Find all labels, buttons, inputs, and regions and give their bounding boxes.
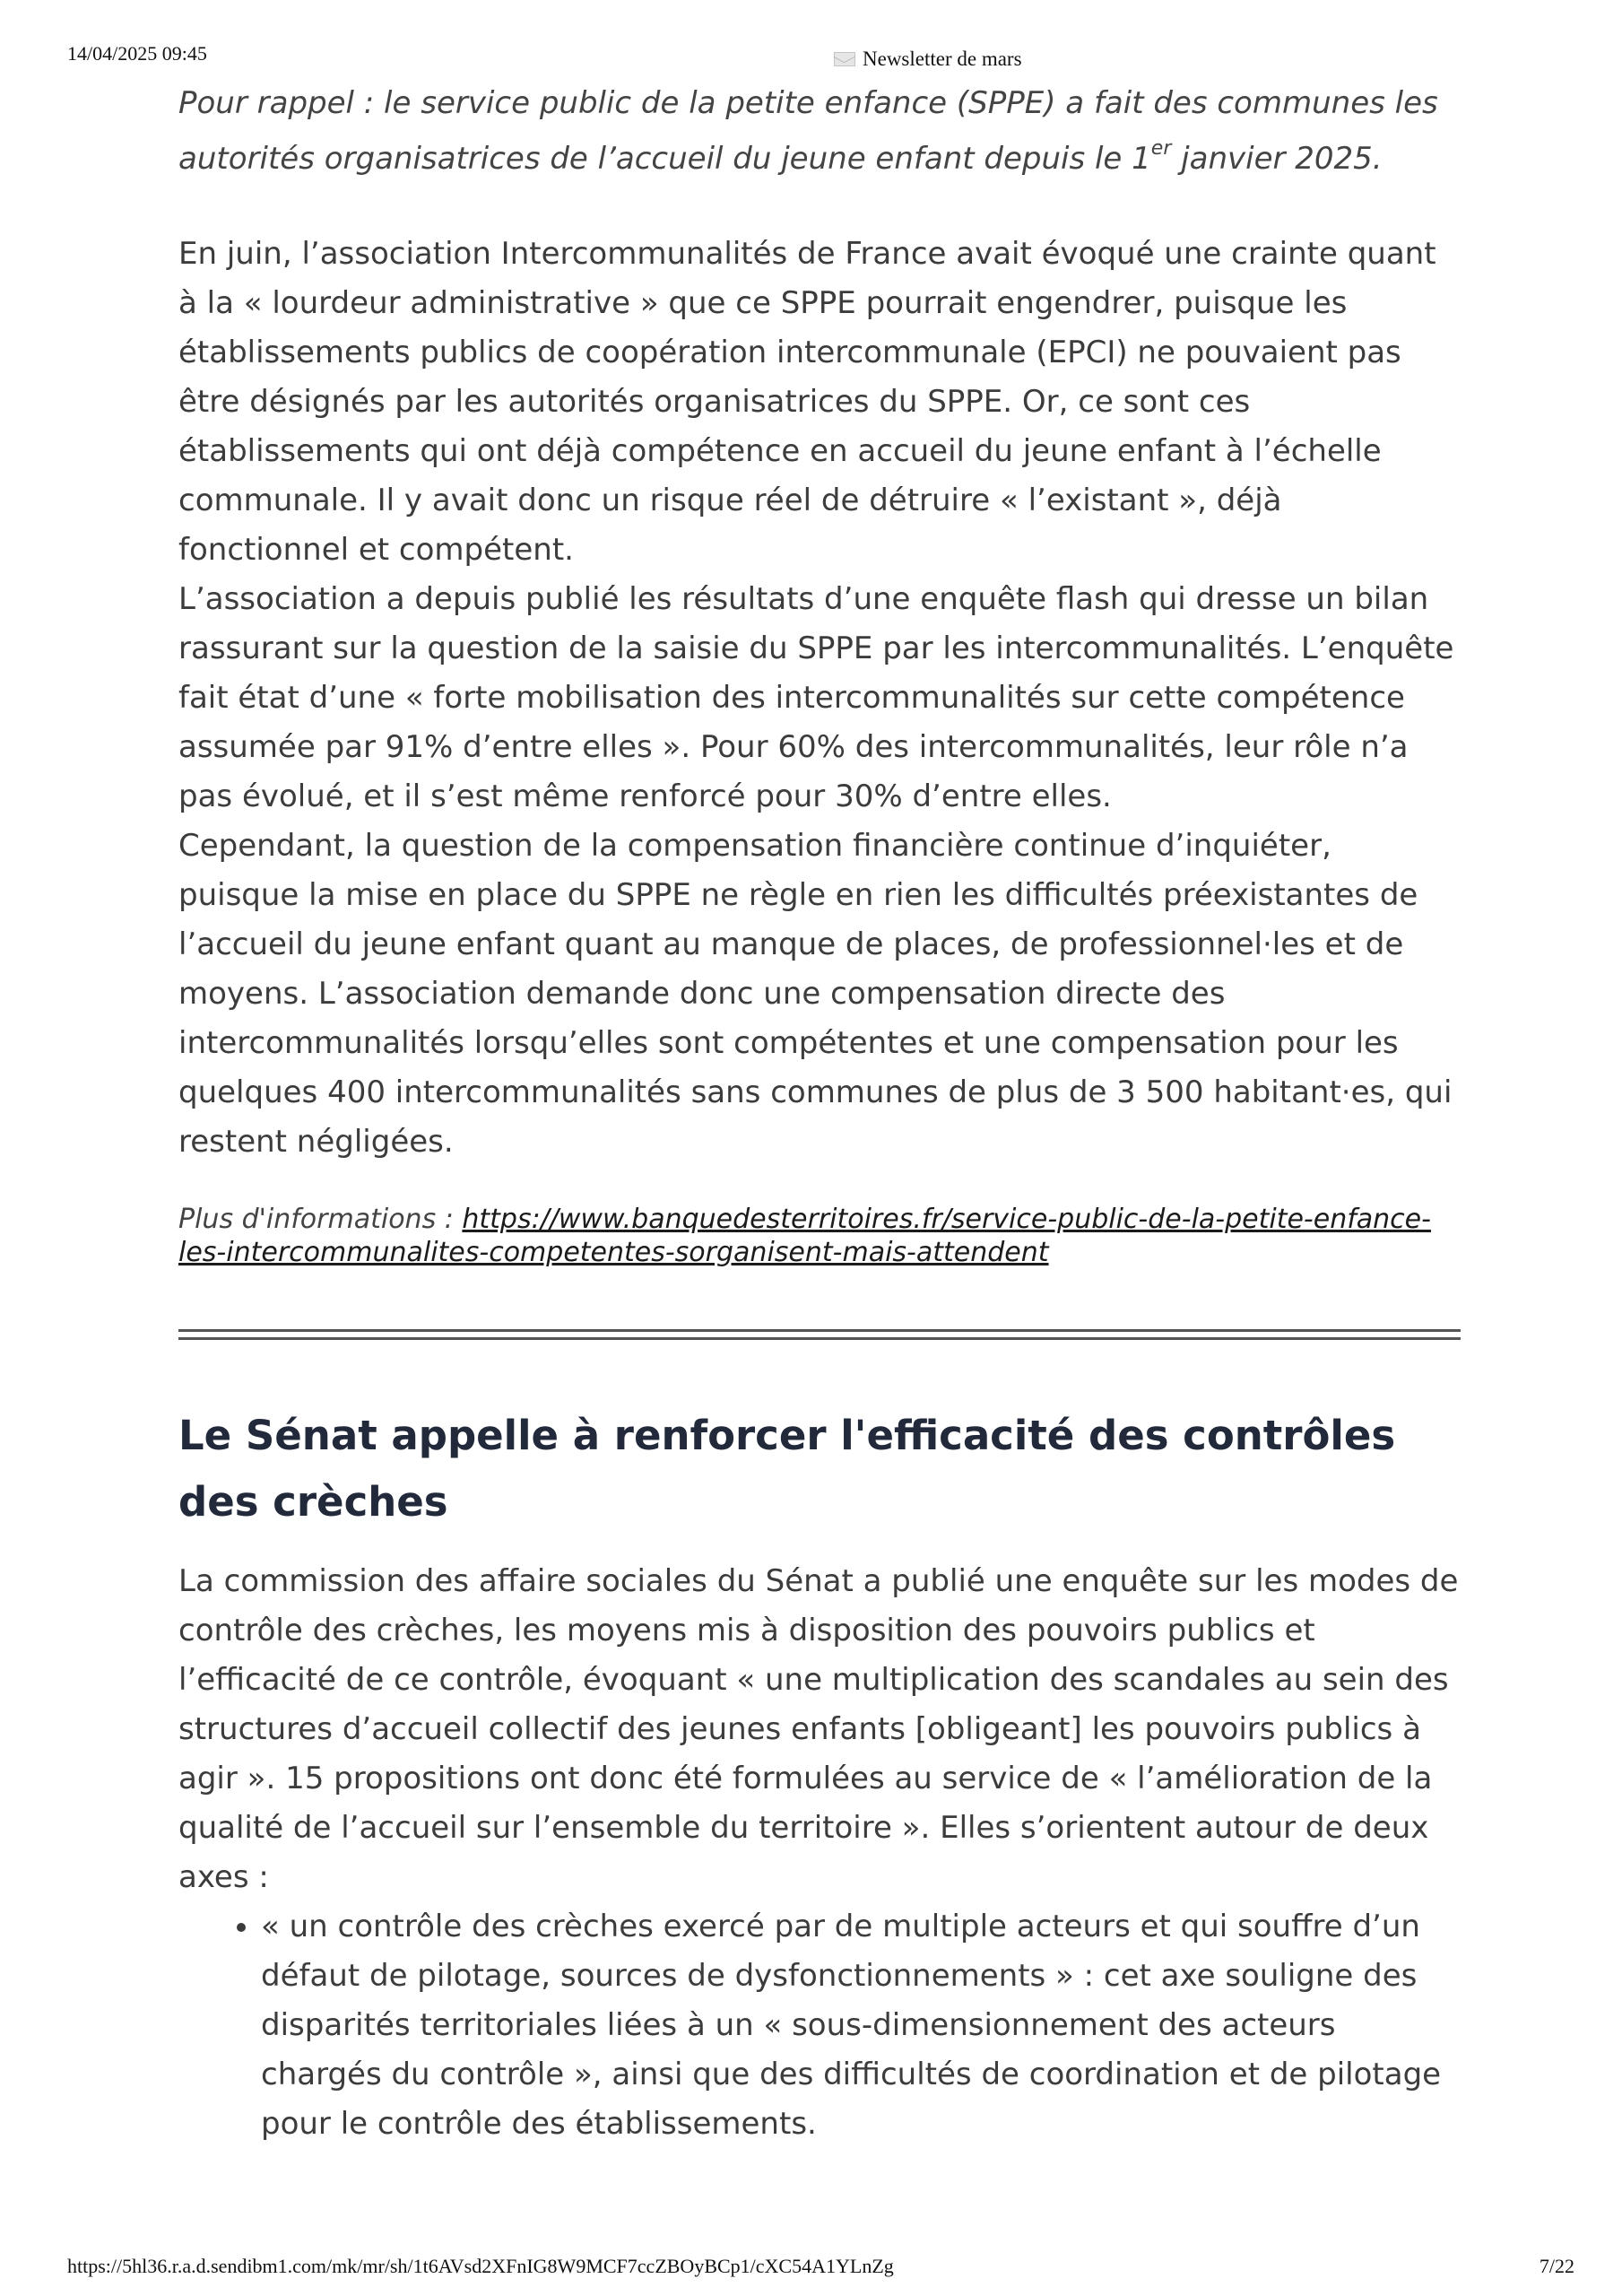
senat-intro-paragraph: La commission des affaire sociales du Sénat a publié une enquête sur les modes de contrôle des crèches, les moyens mis à disposition des pouvoirs publics et l’efficacité de ce contrôle, évoquant « une multiplication des scandales au sein des structures d’accueil collectif des jeunes enfants [obligeant] les pouvoirs publics à agir ». 15 propositions ont donc été formulées au service de « l’amélioration de la qualité de l’accueil sur l’ensemble du territoire ». Elles s’orientent autour de deux axes : xyxy=(178,1563,1459,1895)
envelope-icon xyxy=(834,52,855,66)
newsletter-content xyxy=(178,75,1461,2149)
article-paragraph-3: Cependant, la question de la compensation financière continue d’inquiéter, puisque la mise en place du SPPE ne règle en rien les difficultés préexistantes de l’accueil du jeune enfant quant au manque de places, de professionnel·les et de moyens. L’association demande donc une compensation directe des intercommunalités lorsqu’elles sont compétentes et une compensation pour les quelques 400 intercommunalités sans communes de plus de 3 500 habitant·es, qui restent négligées. xyxy=(178,828,1453,1160)
senat-axes-list xyxy=(178,1902,1461,2149)
print-footer-page-number: 7/22 xyxy=(1539,2255,1574,2277)
sppe-reminder xyxy=(178,75,1461,187)
print-footer-url: https://5hl36.r.a.d.sendibm1.com/mk/mr/sh/1t6AVsd2XFnIG8W9MCF7ccZBOyBCp1/cXC54A1YLnZg xyxy=(67,2255,894,2277)
more-info xyxy=(178,1203,1461,1269)
article-paragraph-1: En juin, l’association Intercommunalités de France avait évoqué une crainte quant à la « lourdeur administrative » que ce SPPE pourrait engendrer, puisque les établissements publics de coopération intercommunale (EPCI) ne pouvaient pas être désignés par les autorités organisatrices du SPPE. Or, ce sont ces établissements qui ont déjà compétence en accueil du jeune enfant à l’échelle communale. Il y avait donc un risque réel de détruire « l’existant », déjà fonctionnel et compétent. xyxy=(178,236,1436,568)
newsletter-title: Newsletter de mars xyxy=(863,48,1022,70)
section-title-senat: Le Sénat appelle à renforcer l'efficacité des contrôles des crèches xyxy=(178,1412,1396,1526)
more-info-link[interactable]: https://www.banquedesterritoires.fr/service-public-de-la-petite-enfance-les-intercommunalites-competentes-sorganisent-mais-attendent xyxy=(178,1204,1431,1268)
more-info-label: Plus d'informations : xyxy=(178,1204,463,1235)
reminder-main: Pour rappel : le service public de la petite enfance (SPPE) a fait des communes les autorités organisatrices de l’accueil du jeune enfant depuis le 1 xyxy=(178,85,1438,177)
article-paragraph-2: L’association a depuis publié les résultats d’une enquête flash qui dresse un bilan rassurant sur la question de la saisie du SPPE par les intercommunalités. L’enquête fait état d’une « forte mobilisation des intercommunalités sur cette compétence assumée par 91% d’entre elles ». Pour 60% des intercommunalités, leur rôle n’a pas évolué, et il s’est même renforcé pour 30% d’entre elles. xyxy=(178,581,1454,814)
reminder-end: janvier 2025. xyxy=(1171,141,1383,177)
section-separator xyxy=(178,1329,1461,1340)
print-header-title xyxy=(834,48,1022,71)
list-item: • « un contrôle des crèches exercé par de multiple acteurs et qui souffre d’un défaut de pilotage, sources de dysfonctionnements » : cet axe souligne des disparités territoriales liées à un « sous-dimensionnement des acteurs chargés du contrôle », ainsi que des difficultés de coordination et de pilotage pour le contrôle des établissements. xyxy=(261,1902,1461,2149)
print-header-date: 14/04/2025 09:45 xyxy=(67,42,207,65)
reminder-superscript: er xyxy=(1150,136,1172,160)
